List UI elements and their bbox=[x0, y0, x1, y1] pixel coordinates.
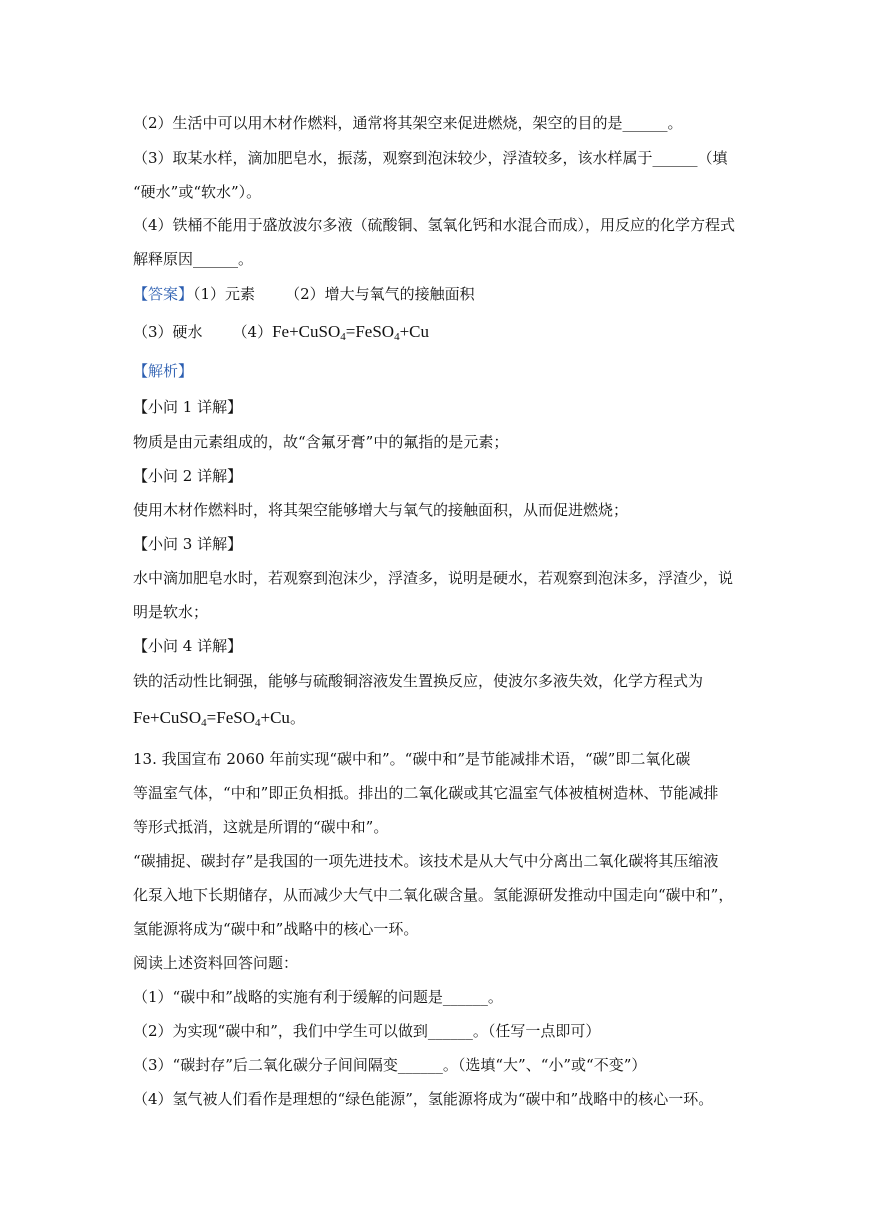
sub-question-4-explanation: 铁的活动性比铜强，能够与硫酸铜溶液发生置换反应，使波尔多液失效，化学方程式为 bbox=[133, 672, 704, 690]
sub-question-1-heading: 【小问 1 详解】 bbox=[133, 398, 243, 416]
answer-tag: 【答案】 bbox=[133, 285, 194, 303]
sub-question-2-heading: 【小问 2 详解】 bbox=[133, 467, 243, 485]
q12-part4-line2: 解释原因______。 bbox=[133, 250, 254, 268]
q12-part3-line1: （3）取某水样，滴加肥皂水，振荡，观察到泡沫较少，浮渣较多，该水样属于______（填 bbox=[133, 149, 728, 167]
answer-1: （1）元素 bbox=[193, 285, 256, 303]
analysis-tag: 【解析】 bbox=[133, 362, 194, 380]
q13-part1: （1）“碳中和”战略的实施有利于缓解的问题是______。 bbox=[133, 988, 503, 1006]
answer-line2 bbox=[133, 322, 429, 342]
q12-part4-line1: （4）铁桶不能用于盛放波尔多液（硫酸铜、氢氧化钙和水混合而成），用反应的化学方程式 bbox=[133, 216, 736, 234]
answer-3: （3）硬水 bbox=[133, 323, 203, 341]
answer-4-label: （4） bbox=[232, 323, 273, 341]
q12-part2: （2）生活中可以用木材作燃料，通常将其架空来促进燃烧，架空的目的是______。 bbox=[133, 114, 683, 132]
q13-para2-line3: 氢能源将成为“碳中和”战略中的核心一环。 bbox=[133, 920, 419, 938]
sub-question-3-explanation-line1: 水中滴加肥皂水时，若观察到泡沫少，浮渣多，说明是硬水，若观察到泡沫多，浮渣少，说 bbox=[133, 569, 734, 587]
q13-para1-line3: 等形式抵消，这就是所谓的“碳中和”。 bbox=[133, 818, 389, 836]
sub-question-3-heading: 【小问 3 详解】 bbox=[133, 535, 243, 553]
q13-para1-line2: 等温室气体，“中和”即正负相抵。排出的二氧化碳或其它温室气体被植树造林、节能减排 bbox=[133, 784, 719, 802]
q13-prompt: 阅读上述资料回答问题： bbox=[133, 954, 299, 972]
sub-question-4-formula bbox=[133, 708, 305, 728]
q12-part3-line2: “硬水”或“软水”）。 bbox=[133, 183, 262, 201]
q13-part2: （2）为实现“碳中和”，我们中学生可以做到______。（任写一点即可） bbox=[133, 1022, 601, 1040]
answer-2: （2）增大与氧气的接触面积 bbox=[285, 285, 475, 303]
answer-4-formula: Fe+CuSO$_4$=FeSO$_4$+Cu bbox=[272, 322, 430, 343]
q13-para2-line1: “碳捕捉、碳封存”是我国的一项先进技术。该技术是从大气中分离出二氧化碳将其压缩液 bbox=[133, 852, 719, 870]
sub-question-3-explanation-line2: 明是软水； bbox=[133, 603, 209, 621]
q13-para2-line2: 化泵入地下长期储存，从而减少大气中二氧化碳含量。氢能源研发推动中国走向“碳中和”， bbox=[133, 886, 734, 904]
q13-part3: （3）“碳封存”后二氧化碳分子间间隔变______。（选填“大”、“小”或“不变”） bbox=[133, 1056, 647, 1074]
q13-part4: （4）氢气被人们看作是理想的“绿色能源”，氢能源将成为“碳中和”战略中的核心一环。 bbox=[133, 1090, 714, 1108]
explanation-formula: Fe+CuSO$_4$=FeSO$_4$+Cu bbox=[133, 708, 290, 729]
q13-para1-line1: 13. 我国宣布 2060 年前实现“碳中和”。“碳中和”是节能减排术语，“碳”即二氧化碳 bbox=[133, 750, 691, 768]
answer-line1 bbox=[133, 284, 475, 304]
sub-question-4-heading: 【小问 4 详解】 bbox=[133, 637, 243, 655]
sub-question-1-explanation: 物质是由元素组成的，故“含氟牙膏”中的氟指的是元素； bbox=[133, 433, 509, 451]
formula-end-punct: 。 bbox=[289, 709, 305, 727]
sub-question-2-explanation: 使用木材作燃料时，将其架空能够增大与氧气的接触面积，从而促进燃烧； bbox=[133, 501, 629, 519]
